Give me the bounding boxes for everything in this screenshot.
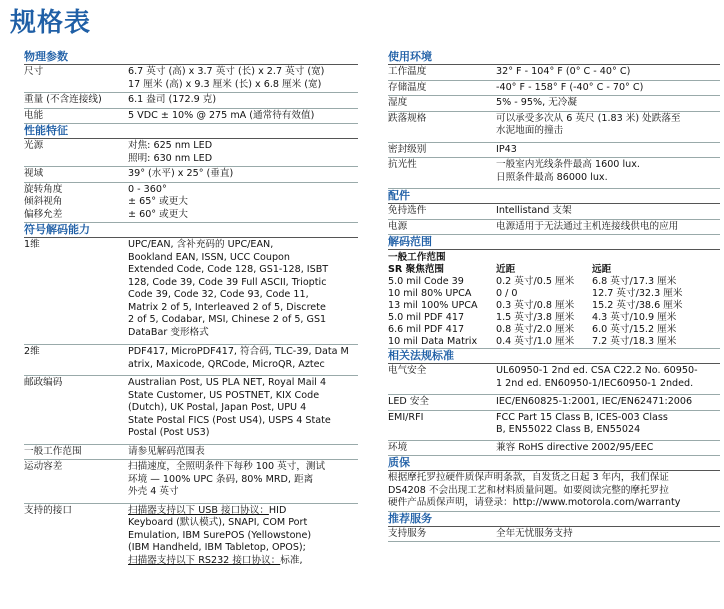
decode-range-table: [388, 264, 720, 349]
spec-row: [24, 345, 358, 376]
spec-label: 光源: [24, 140, 44, 151]
spec-row: [388, 411, 720, 441]
spec-value: -40° F - 158° F (-40° C - 70° C): [496, 81, 644, 93]
table-cell: 10 mil 80% UPCA: [388, 288, 472, 299]
section-physical-heading: 物理参数: [24, 50, 358, 65]
spec-label: EMI/RFI: [388, 411, 424, 423]
spec-value: 兼容 RoHS directive 2002/95/EEC: [496, 441, 654, 453]
spec-label: LED 安全: [388, 396, 430, 407]
spec-value: IEC/EN60825-1:2001, IEC/EN62471:2006: [496, 396, 693, 407]
spec-value: [128, 504, 358, 569]
spec-label: 1维: [24, 239, 40, 250]
page-title: 规格表: [10, 8, 92, 38]
column-header: 远距: [592, 264, 612, 275]
spec-row: [24, 65, 358, 93]
section-env-heading: 使用环境: [388, 50, 720, 65]
rs232-interface-list: 标准,: [280, 554, 303, 566]
spec-label: 视域: [24, 168, 44, 179]
spec-value: Australian Post, US PLA NET, Royal Mail 4 State Customer, US POSTNET, KIX Code (Dutch), UK Postal, Japan Post, UPU 4 State Postal FICS (Post US4), USPS 4 State Postal (Post US3): [128, 377, 331, 438]
spec-row: [24, 376, 358, 445]
table-cell: 0.4 英寸/1.0 厘米: [496, 336, 592, 349]
spec-value: 32° F - 104° F (0° C - 40° C): [496, 66, 631, 77]
spec-label: 一般工作范围: [24, 445, 82, 457]
spec-label: 密封级别: [388, 143, 427, 155]
spec-label: 湿度: [388, 97, 408, 108]
spec-value: 扫描速度，全照明条件下每秒 100 英寸，测试 环境 — 100% UPC 条码, 80% MRD, 距离 外壳 4 英寸: [128, 461, 326, 497]
section-accessories-heading: 配件: [388, 189, 720, 204]
spec-label: 抗光性: [388, 159, 417, 170]
table-cell: 15.2 英寸/38.6 厘米: [592, 300, 683, 311]
range-subtitle: 一般工作范围: [388, 252, 446, 263]
section-service-heading: 推荐服务: [388, 512, 720, 527]
spec-label: 运动容差: [24, 461, 63, 472]
table-cell: 10 mil Data Matrix: [388, 336, 496, 349]
spec-row: [24, 167, 358, 183]
spec-row: [24, 139, 358, 167]
spec-row: [388, 220, 720, 236]
section-warranty-heading: 质保: [388, 456, 720, 471]
table-cell: 1.5 英寸/3.8 厘米: [496, 312, 575, 323]
spec-label: 尺寸: [24, 66, 44, 77]
spec-row: [388, 81, 720, 97]
column-header: 近距: [496, 264, 516, 275]
spec-label: 重量 (不含连接线): [24, 94, 102, 105]
table-header-row: [388, 264, 720, 276]
spec-label: 环境: [388, 441, 408, 453]
table-cell: 6.8 英寸/17.3 厘米: [592, 276, 677, 287]
section-decode-heading: 符号解码能力: [24, 223, 358, 238]
usb-interface-list: HID Keyboard (默认模式), SNAPI, COM Port Emulation, IBM SurePOS (Yellowstone) (IBM Handheld, IBM Tabletop, OPOS);: [128, 504, 312, 553]
table-row: [388, 324, 720, 336]
spec-row: [388, 395, 720, 411]
spec-row: [388, 527, 720, 543]
table-cell: 0.8 英寸/2.0 厘米: [496, 324, 575, 335]
table-cell: 0.3 英寸/0.8 厘米: [496, 300, 575, 311]
table-cell: 6.6 mil PDF 417: [388, 324, 465, 335]
usb-interface-note: 扫描器支持以下 USB 接口协议：: [128, 504, 269, 516]
table-cell: 13 mil 100% UPCA: [388, 300, 478, 311]
spec-row: [388, 143, 720, 159]
spec-value: 0 - 360° ± 65° 或更大 ± 60° 或更大: [128, 183, 188, 220]
table-cell: 5.0 mil Code 39: [388, 276, 464, 287]
spec-row: [24, 445, 358, 461]
spec-value: Intellistand 支架: [496, 205, 572, 216]
spec-label: 免持选件: [388, 205, 427, 216]
right-column: [388, 50, 720, 542]
spec-row: [24, 183, 358, 224]
spec-row: [24, 238, 358, 345]
spec-row: [388, 112, 720, 143]
spec-value: 6.7 英寸 (高) x 3.7 英寸 (长) x 2.7 英寸 (宽) 17 厘米 (高) x 9.3 厘米 (长) x 6.8 厘米 (宽): [128, 66, 325, 90]
spec-label: 跌落规格: [388, 112, 427, 124]
spec-value: 全年无忧服务支持: [496, 527, 573, 539]
spec-row: [388, 204, 720, 220]
spec-value: UL60950-1 2nd ed. CSA C22.2 No. 60950- 1 2nd ed. EN60950-1/IEC60950-1 2nded.: [496, 365, 698, 389]
spec-value: 请参见解码范围表: [128, 445, 205, 457]
spec-row: [24, 504, 358, 569]
section-performance-heading: 性能特征: [24, 124, 358, 139]
spec-label: 电源: [388, 220, 408, 232]
spec-label: 支持的接口: [24, 504, 72, 516]
spec-value: 5 VDC ± 10% @ 275 mA (通常待有效值): [128, 109, 315, 121]
table-row: [388, 276, 720, 288]
spec-label: 存储温度: [388, 81, 427, 93]
table-row: [388, 312, 720, 324]
spec-value: 电源适用于无法通过主机连接线供电的应用: [496, 220, 679, 232]
table-row: [388, 300, 720, 312]
spec-label: 电气安全: [388, 365, 427, 376]
table-cell: 0.2 英寸/0.5 厘米: [496, 276, 575, 287]
spec-value: 6.1 盎司 (172.9 克): [128, 94, 217, 105]
spec-value: FCC Part 15 Class B, ICES-003 Class B, EN55022 Class B, EN55024: [496, 411, 668, 435]
table-row: [388, 288, 720, 300]
table-row: [388, 336, 720, 349]
spec-row: [388, 65, 720, 81]
warranty-text: 根据摩托罗拉硬件质保声明条款，自发货之日起 3 年内，我们保证 DS4208 不会出现工艺和材料质量问题。如要阅读完整的摩托罗拉 硬件产品质保声明，请登录：http://www.motorola.com/warranty: [388, 472, 681, 508]
section-regulatory-heading: 相关法规标准: [388, 349, 720, 364]
table-cell: 0 / 0: [496, 288, 518, 299]
spec-row: [24, 93, 358, 109]
spec-label: 工作温度: [388, 66, 427, 77]
spec-row: [388, 441, 720, 457]
spec-value: 5% - 95%, 无冷凝: [496, 97, 577, 108]
table-cell: 7.2 英寸/18.3 厘米: [592, 336, 720, 349]
spec-label: 旋转角度 倾斜视角 偏移允差: [24, 183, 63, 220]
spec-label: 支持服务: [388, 527, 427, 539]
spec-row: [388, 96, 720, 112]
spec-row: [388, 364, 720, 395]
table-cell: 5.0 mil PDF 417: [388, 312, 465, 323]
spec-value: PDF417, MicroPDF417, 符合码, TLC-39, Data M atrix, Maxicode, QRCode, MicroQR, Aztec: [128, 346, 349, 370]
spec-row: [24, 109, 358, 125]
warranty-row: [388, 471, 720, 512]
spec-value: 一般室内光线条件最高 1600 lux. 日照条件最高 86000 lux.: [496, 159, 640, 183]
spec-row: [388, 158, 720, 189]
table-cell: 4.3 英寸/10.9 厘米: [592, 312, 677, 323]
spec-label: 邮政编码: [24, 377, 63, 388]
table-cell: 12.7 英寸/32.3 厘米: [592, 288, 683, 299]
spec-label: 2维: [24, 346, 40, 357]
spec-value: 可以承受多次从 6 英尺 (1.83 米) 处跌落至 水泥地面的撞击: [496, 112, 681, 136]
column-header: SR 聚焦范围: [388, 264, 445, 275]
left-column: [24, 50, 358, 568]
spec-value: UPC/EAN, 含补充码的 UPC/EAN, Bookland EAN, ISSN, UCC Coupon Extended Code, Code 128, GS1-128, ISBT 128, Code 39, Code 39 Full ASCII, Trioptic Code 39, Code 32, Code 93, Code 11, Matrix 2 of 5, Interleaved 2 of 5, Discrete 2 of 5, Codabar, MSI, Chinese 2 of 5, GS1 DataBar 变形格式: [128, 239, 329, 338]
spec-value: 39° (水平) x 25° (垂直): [128, 168, 234, 179]
spec-row: [24, 460, 358, 504]
spec-label: 电能: [24, 109, 44, 121]
spec-value: 对焦: 625 nm LED 照明: 630 nm LED: [128, 140, 213, 164]
section-range-heading: 解码范围: [388, 235, 720, 250]
rs232-interface-note: 扫描器支持以下 RS232 接口协议：: [128, 554, 281, 566]
spec-value: IP43: [496, 143, 517, 155]
table-cell: 6.0 英寸/15.2 厘米: [592, 324, 677, 335]
